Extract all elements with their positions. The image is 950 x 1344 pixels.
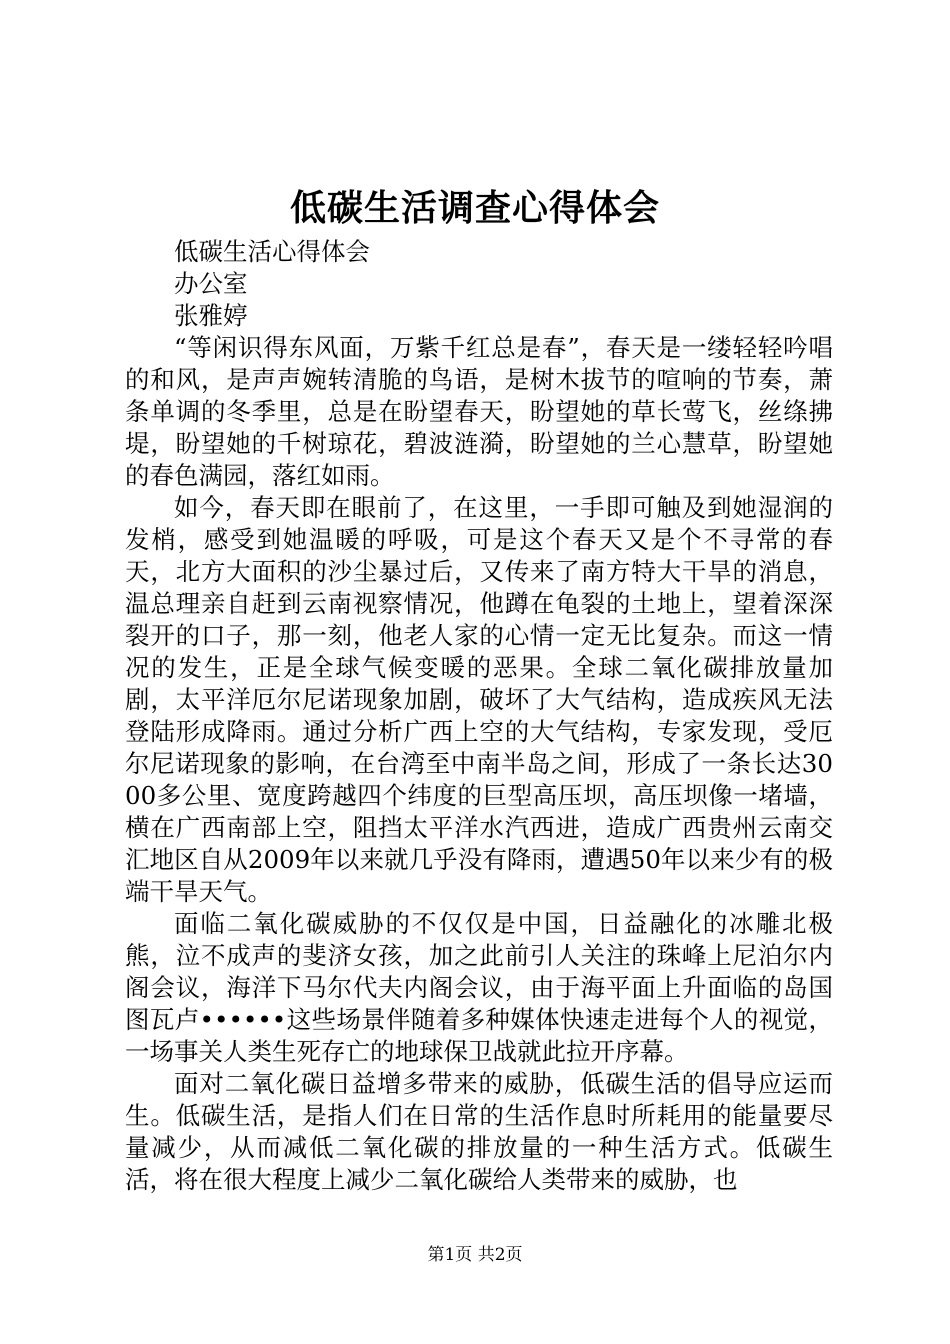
department-line: 办公室 xyxy=(174,269,248,298)
body-paragraph: “等闲识得东风面，万紫千红总是春”，春天是一缕轻轻吟唱的和风，是声声婉转清脆的鸟语，是树木拔节的喧响的节奏，萧条单调的冬季里，总是在盼望春天，盼望她的草长莺飞，丝绦拂堤，盼望她的千树琼花，碧波涟漪，盼望她的兰心慧草，盼望她的春色满园，落红如雨。 xyxy=(125,333,833,490)
document-body xyxy=(125,236,833,1196)
document-title: 低碳生活调查心得体会 xyxy=(289,187,660,229)
body-paragraph: 面临二氧化碳威胁的不仅仅是中国，日益融化的冰雕北极熊，泣不成声的斐济女孩，加之此前引人关注的珠峰上尼泊尔内阁会议，海洋下马尔代夫内阁会议，由于海平面上升面临的岛国图瓦卢••••••这些场景伴随着多种媒体快速走进每个人的视觉，一场事关人类生死存亡的地球保卫战就此拉开序幕。 xyxy=(125,909,833,1066)
body-paragraph: 如今，春天即在眼前了，在这里，一手即可触及到她湿润的发梢，感受到她温暖的呼吸，可是这个春天又是个不寻常的春天，北方大面积的沙尘暴过后，又传来了南方特大干旱的消息，温总理亲自赶到云南视察情况，他蹲在龟裂的土地上，望着深深裂开的口子，那一刻，他老人家的心情一定无比复杂。而这一情况的发生，正是全球气候变暖的恶果。全球二氧化碳排放量加剧，太平洋厄尔尼诺现象加剧，破坏了大气结构，造成疾风无法登陆形成降雨。通过分析广西上空的大气结构，专家发现，受厄尔尼诺现象的影响，在台湾至中南半岛之间，形成了一条长达3000多公里、宽度跨越四个纬度的巨型高压坝，高压坝像一堵墙，横在广西南部上空，阻挡太平洋水汽西进，造成广西贵州云南交汇地区自从2009年以来就几乎没有降雨，遭遇50年以来少有的极端干旱天气。 xyxy=(125,493,833,906)
author-line: 张雅婷 xyxy=(174,301,248,330)
subtitle-line: 低碳生活心得体会 xyxy=(174,237,370,266)
body-paragraph: 面对二氧化碳日益增多带来的威胁，低碳生活的倡导应运而生。低碳生活，是指人们在日常的生活作息时所耗用的能量要尽量减少，从而减低二氧化碳的排放量的一种生活方式。低碳生活，将在很大程度上减少二氧化碳给人类带来的威胁，也 xyxy=(125,1069,833,1194)
page-number-footer: 第1页 共2页 xyxy=(427,1245,523,1265)
